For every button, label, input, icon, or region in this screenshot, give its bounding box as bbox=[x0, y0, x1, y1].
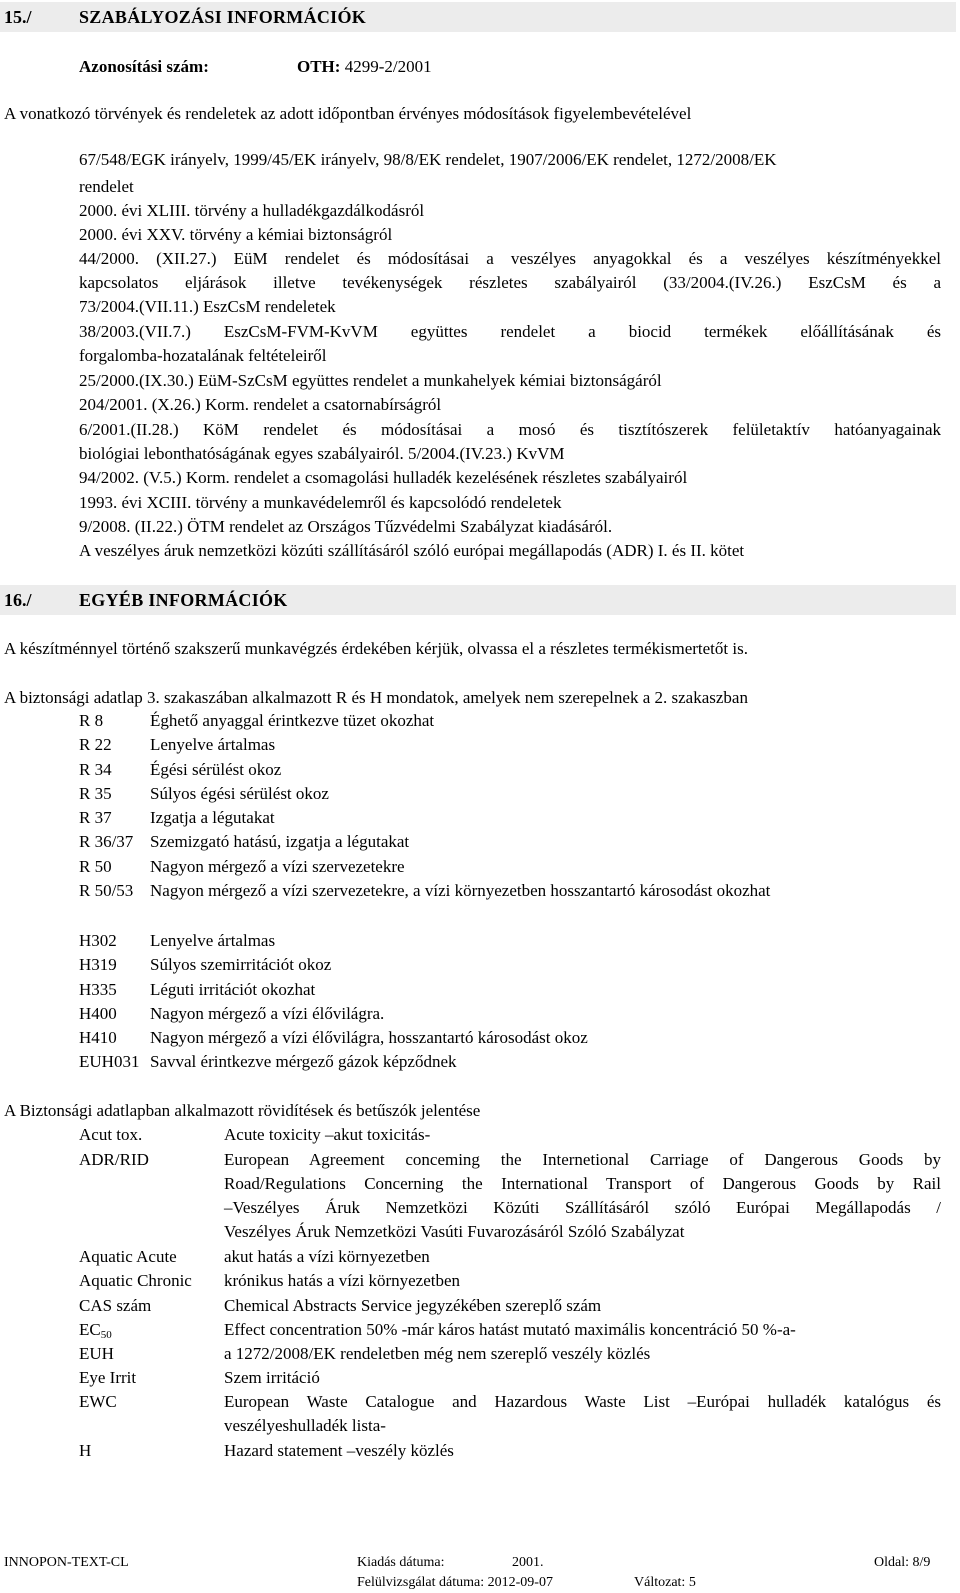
abbr-text: Chemical Abstracts Service jegyzékében szereplő szám bbox=[224, 1296, 602, 1315]
h-phrase-code: H302 bbox=[79, 931, 117, 950]
abbr-code: EUH bbox=[79, 1344, 114, 1363]
h-phrase-text: Savval érintkezve mérgező gázok képződnek bbox=[150, 1052, 457, 1072]
laws-intro: A vonatkozó törvények és rendeletek az adott időpontban érvényes módosítások figyelembevételével bbox=[4, 104, 692, 123]
r-phrase-text: Nagyon mérgező a vízi szervezetekre, a vízi környezetben hosszantartó károsodást okozhat bbox=[150, 881, 771, 901]
footer-doc-code: INNOPON-TEXT-CL bbox=[4, 1555, 129, 1570]
abbr-text: Szem irritáció bbox=[224, 1368, 320, 1387]
r-phrase-code: R 36/37 bbox=[79, 832, 134, 852]
law-line: 2000. évi XLIII. törvény a hulladékgazdálkodásról bbox=[79, 201, 425, 220]
abbr-text: krónikus hatás a vízi környezetben bbox=[224, 1271, 461, 1290]
law-line: 25/2000.(IX.30.) EüM-SzCsM együttes rendelet a munkahelyek kémiai biztonságáról bbox=[79, 371, 662, 390]
abbr-text: European Agreement conceming the Internetional Carriage of Dangerous Goods by bbox=[224, 1150, 941, 1169]
h-phrase-code: H319 bbox=[79, 955, 117, 975]
law-line: rendelet bbox=[79, 177, 134, 196]
footer-issue-value: 2001. bbox=[512, 1555, 544, 1570]
law-line: 38/2003.(VII.7.) EszCsM-FVM-KvVM együttes rendelet a biocid termékek előállításának és bbox=[79, 322, 941, 341]
abbr-code: Aquatic Acute bbox=[79, 1247, 177, 1266]
abbr-text: Veszélyes Áruk Nemzetközi Vasúti Fuvarozásáról Szóló Szabályzat bbox=[224, 1222, 685, 1241]
h-phrase-text: Nagyon mérgező a vízi élővilágra, hosszantartó károsodást okoz bbox=[150, 1028, 588, 1048]
abbr-code: ADR/RID bbox=[79, 1150, 149, 1169]
law-line: 204/2001. (X.26.) Korm. rendelet a csatornabírságról bbox=[79, 395, 442, 414]
h-phrase-text: Nagyon mérgező a vízi élővilágra. bbox=[150, 1003, 385, 1023]
abbr-text: Effect concentration 50% -már káros hatást mutató maximális koncentráció 50 %-a- bbox=[224, 1320, 796, 1339]
abbr-text: Acute toxicity –akut toxicitás- bbox=[224, 1125, 431, 1144]
law-line: 6/2001.(II.28.) KöM rendelet és módosításai a mosó és tisztítószerek felületaktív hatóanyagainak bbox=[79, 420, 941, 439]
law-line: 67/548/EGK irányelv, 1999/45/EK irányelv, 98/8/EK rendelet, 1907/2006/EK rendelet, 1272/2008/EK bbox=[79, 150, 777, 169]
abbr-text: akut hatás a vízi környezetben bbox=[224, 1247, 430, 1266]
h-phrase-text: Léguti irritációt okozhat bbox=[150, 979, 316, 999]
r-phrase-text: Szemizgató hatású, izgatja a légutakat bbox=[150, 832, 410, 852]
h-phrase-text: Lenyelve ártalmas bbox=[150, 931, 276, 950]
r-phrases-intro: A biztonsági adatlap 3. szakaszában alkalmazott R és H mondatok, amelyek nem szerepelnek a 2. szakaszban bbox=[4, 688, 748, 707]
section-16-number: 16./ bbox=[4, 590, 32, 610]
section-16-title: EGYÉB INFORMÁCIÓK bbox=[79, 590, 288, 610]
r-phrase-code: R 8 bbox=[79, 711, 104, 730]
law-line: 44/2000. (XII.27.) EüM rendelet és módosításai a veszélyes anyagokkal és a veszélyes készítményekkel bbox=[79, 249, 941, 268]
law-line: 73/2004.(VII.11.) EszCsM rendeletek bbox=[79, 297, 336, 316]
abbr-text: Hazard statement –veszély közlés bbox=[224, 1441, 454, 1460]
law-line: 1993. évi XCIII. törvény a munkavédelemről és kapcsolódó rendeletek bbox=[79, 493, 562, 512]
h-phrase-code: EUH031 bbox=[79, 1052, 140, 1072]
abbr-code: Eye Irrit bbox=[79, 1368, 137, 1387]
r-phrase-code: R 50/53 bbox=[79, 881, 134, 901]
law-line: forgalomba-hozatalának feltételeiről bbox=[79, 346, 327, 365]
r-phrase-text: Égési sérülést okoz bbox=[150, 759, 282, 779]
abbr-text: –Veszélyes Áruk Nemzetközi Közúti Szállításáról szóló Európai Megállapodás / bbox=[224, 1198, 941, 1217]
r-phrase-code: R 34 bbox=[79, 759, 112, 779]
abbr-code: EWC bbox=[79, 1392, 117, 1411]
abbr-code: Aquatic Chronic bbox=[79, 1271, 192, 1290]
section-15-number: 15./ bbox=[4, 7, 32, 27]
id-number-value: OTH: 4299-2/2001 bbox=[297, 57, 432, 76]
r-phrase-text: Nagyon mérgező a vízi szervezetekre bbox=[150, 856, 405, 876]
abbr-code: Acut tox. bbox=[79, 1125, 143, 1144]
abbr-code: $EC_{50}$ bbox=[79, 1320, 112, 1341]
footer-issue-label: Kiadás dátuma: bbox=[357, 1555, 445, 1570]
abbr-code: H bbox=[79, 1441, 92, 1460]
footer-version: Változat: 5 bbox=[634, 1575, 696, 1590]
law-line: kapcsolatos eljárások illetve tevékenységek részletes szabályairól (33/2004.(IV.26.) EszCsM és a bbox=[79, 273, 941, 292]
r-phrase-text: Éghető anyaggal érintkezve tüzet okozhat bbox=[150, 711, 435, 730]
r-phrase-code: R 50 bbox=[79, 856, 112, 876]
abbreviations-intro: A Biztonsági adatlapban alkalmazott rövidítések és betűszók jelentése bbox=[4, 1101, 481, 1120]
law-line: 9/2008. (II.22.) ÖTM rendelet az Országos Tűzvédelmi Szabályzat kiadásáról. bbox=[79, 517, 613, 536]
h-phrase-code: H410 bbox=[79, 1028, 117, 1048]
r-phrase-text: Izgatja a légutakat bbox=[150, 808, 275, 828]
h-phrase-text: Súlyos szemirritációt okoz bbox=[150, 955, 332, 975]
abbr-text: veszélyeshulladék lista- bbox=[224, 1416, 386, 1435]
abbr-text: European Waste Catalogue and Hazardous Waste List –Európai hulladék katalógus és bbox=[224, 1392, 941, 1411]
abbr-text: Road/Regulations Concerning the International Transport of Dangerous Goods by Rail bbox=[224, 1174, 941, 1193]
abbr-text: a 1272/2008/EK rendeletben még nem szereplő veszély közlés bbox=[224, 1344, 651, 1363]
r-phrase-code: R 37 bbox=[79, 808, 112, 828]
r-phrase-text: Súlyos égési sérülést okoz bbox=[150, 783, 329, 803]
r-phrase-code: R 35 bbox=[79, 783, 112, 803]
section-15-title: SZABÁLYOZÁSI INFORMÁCIÓK bbox=[79, 7, 367, 27]
law-line: 94/2002. (V.5.) Korm. rendelet a csomagolási hulladék kezelésének részletes szabályairól bbox=[79, 468, 688, 487]
footer-revision: Felülvizsgálat dátuma: 2012-09-07 bbox=[357, 1575, 553, 1590]
footer-page-number: Oldal: 8/9 bbox=[874, 1555, 931, 1570]
law-line: 2000. évi XXV. törvény a kémiai biztonságról bbox=[79, 225, 393, 244]
abbr-code: CAS szám bbox=[79, 1296, 152, 1315]
r-phrase-code: R 22 bbox=[79, 735, 112, 755]
law-line: biológiai lebonthatóságának egyes szabályairól. 5/2004.(IV.23.) KvVM bbox=[79, 444, 565, 463]
id-number-label: Azonosítási szám: bbox=[79, 57, 209, 76]
law-line: A veszélyes áruk nemzetközi közúti szállításáról szóló európai megállapodás (ADR) I. és II. kötet bbox=[79, 541, 745, 560]
h-phrase-code: H400 bbox=[79, 1003, 117, 1023]
h-phrase-code: H335 bbox=[79, 979, 117, 999]
r-phrase-text: Lenyelve ártalmas bbox=[150, 735, 276, 755]
advice-text: A készítménnyel történő szakszerű munkavégzés érdekében kérjük, olvassa el a részletes termékismertetőt is. bbox=[4, 639, 748, 658]
